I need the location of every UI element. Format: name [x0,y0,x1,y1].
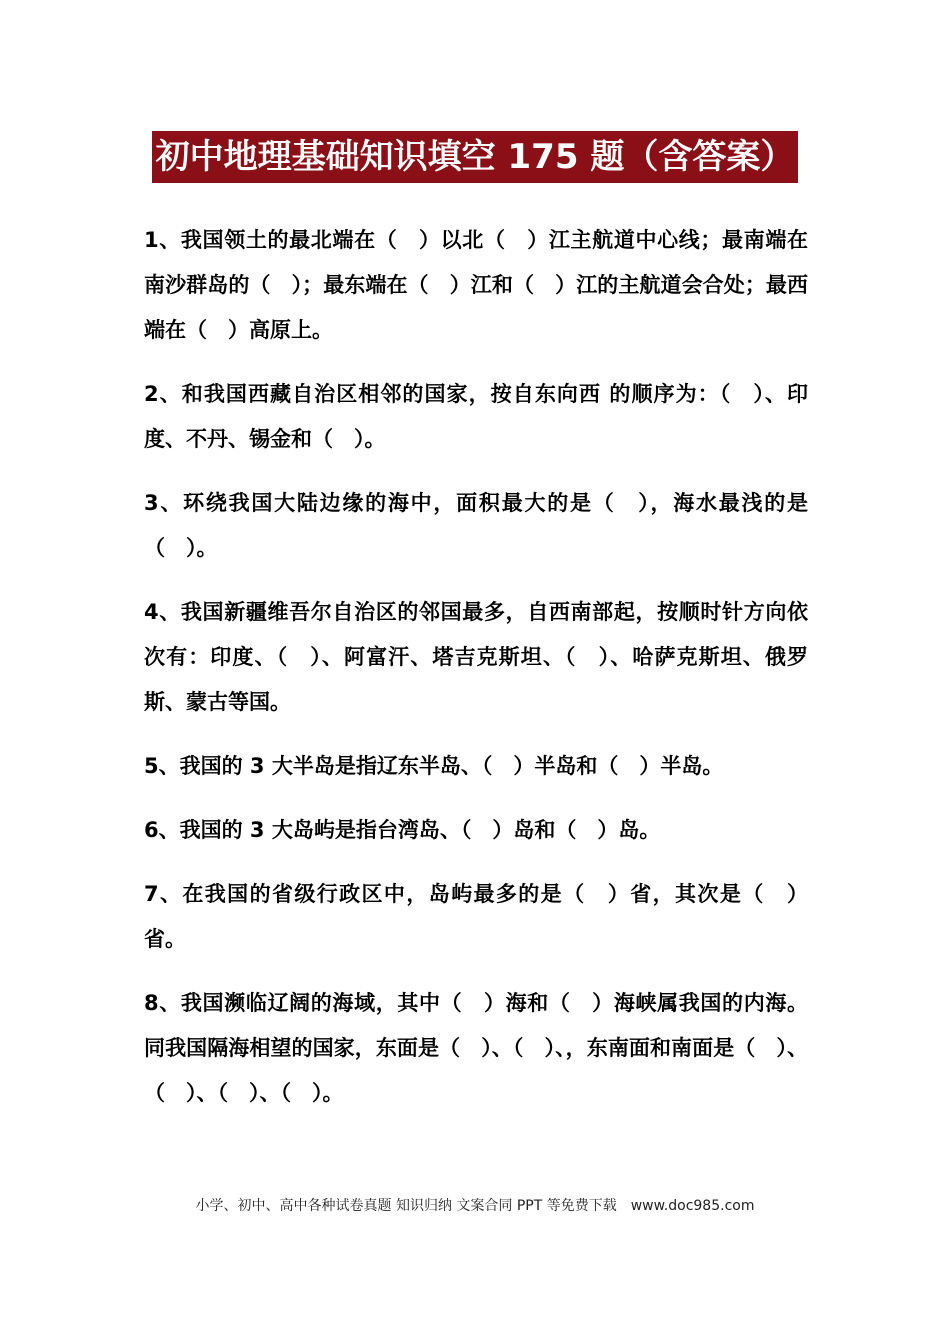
question-6: 6、我国的 3 大岛屿是指台湾岛、（ ）岛和（ ）岛。 [144,818,661,842]
question-5: 5、我国的 3 大半岛是指辽东半岛、（ ）半岛和（ ）半岛。 [144,754,724,778]
question-list [144,218,808,1135]
question-4: 4、我国新疆维吾尔自治区的邻国最多，自西南部起，按顺时针方向依次有：印度、（ ）、阿富汗、塔吉克斯坦、（ ）、哈萨克斯坦、俄罗斯、蒙古等国。 [144,600,808,714]
document-title: 初中地理基础知识填空 175 题（含答案） [152,131,799,183]
question-8: 8、我国濒临辽阔的海域，其中（ ）海和（ ）海峡属我国的内海。同我国隔海相望的国家，东面是（ ）、（ ）、，东南面和南面是（ ）、（ ）、（ ）、（ ）。 [144,991,808,1105]
question-7: 7、在我国的省级行政区中，岛屿最多的是（ ）省，其次是（ ）省。 [144,882,808,951]
question-1: 1、我国领土的最北端在（ ）以北（ ）江主航道中心线；最南端在南沙群岛的（ ）；最东端在（ ）江和（ ）江的主航道会合处；最西端在（ ）高原上。 [144,228,808,342]
question-3: 3、环绕我国大陆边缘的海中，面积最大的是（ ），海水最浅的是（ ）。 [144,491,808,560]
page-footer: 小学、初中、高中各种试卷真题 知识归纳 文案合同 PPT 等免费下载 www.doc985.com [195,1198,755,1214]
question-2: 2、和我国西藏自治区相邻的国家，按自东向西 的顺序为：（ ）、印度、不丹、锡金和（ ）。 [144,382,808,451]
title-container [0,131,950,183]
